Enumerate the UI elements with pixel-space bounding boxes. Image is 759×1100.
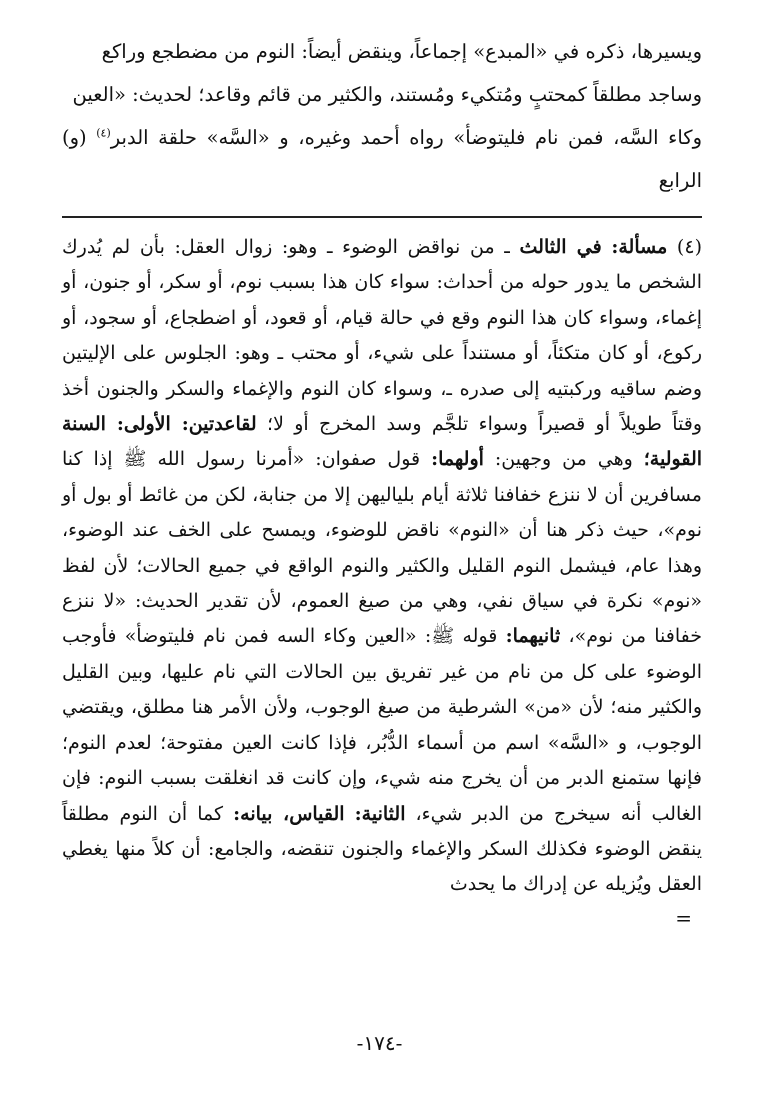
footnote-segment-5: كما أن النوم مطلقاً ينقض الوضوء فكذلك السكر والإغماء والجنون تنقضه، والجامع: أن كلاً منها يغطي العقل ويُزيله عن إدراك ما يحدث [62, 802, 702, 896]
continuation-mark: = [675, 905, 692, 930]
footnote-label-second: ثانيهما: [505, 625, 561, 648]
footnote-segment-4: قوله ﷺ: «العين وكاء السه فمن نام فليتوضأ» فأوجب الوضوء على كل من نام من غير تفريق بين الحالات التي نام عليها، وبين القليل والكثير منه؛ لأن «من» الشرطية من صيغ الوجوب، ولأن الأمر هنا مطلق، ويقتضي الوجوب، و «السَّه» اسم من أسماء الدُّبُر، فإذا كانت العين مفتوحة؛ لعدم النوم؛ فإنها ستمنع الدبر من أن يخرج منه شيء، وإن كانت قد انغلقت بسبب النوم: فإن الغالب أنه سيخرج من الدبر شيء، [62, 625, 702, 825]
footnote-segment-3: قول صفوان: «أمرنا رسول الله ﷺ إذا كنا مسافرين أن لا ننزع خفافنا ثلاثة أيام بلياليهن إلا من جنابة، لكن من غائط أو بول أو نوم»، حيث ذكر هنا أن «النوم» ناقض للوضوء، ويمسح على الخف عند الوضوء، وهذا عام، فيشمل النوم القليل والكثير والنوم الواقع في جميع الحالات؛ لأن لفظ «نوم» نكرة في سياق نفي، وهي من صيغ العموم، لأن تقدير الحديث: «لا ننزع خفافنا من نوم»، [62, 448, 702, 648]
page-number: -١٧٤- [356, 1031, 403, 1055]
main-text-line [62, 73, 702, 116]
main-text-line [62, 116, 702, 202]
footnote-segment-1: ـ من نواقض الوضوء ـ وهو: زوال العقل: بأن لم يُدرك الشخص ما يدور حوله من أحداث: سواء كان هذا بسبب نوم، أو سكر، أو جنون، أو إغماء، وسواء كان هذا النوم وقع في حالة قيام، أو قعود، أو اضطجاع، أو سجود، أو ركوع، أو كان متكئاً، أو مستنداً على شيء، أو محتب ـ وهو: الجلوس على الإليتين وضم ساقيه وركبتيه إلى صدره ـ، وسواء كان النوم والإغماء والسكر والجنون أخذ وقتاً طويلاً أو قصيراً وسواء تلجَّم وسد المخرج أو لا؛ [62, 236, 702, 436]
footnote-label-first: أولهما: [431, 448, 484, 471]
main-text-line-3: وكاء السَّه، فمن نام فليتوضأ» رواه أحمد وغيره، و «السَّه» حلقة الدبر [110, 126, 702, 149]
footnote [62, 230, 702, 931]
main-text-line-2: وساجد مطلقاً كمحتبٍ ومُتكيء ومُستند، والكثير من قائم وقاعد؛ لحديث: «العين [72, 83, 702, 106]
footnote-label-third: في الثالث [519, 236, 602, 258]
footnote-divider [62, 216, 702, 218]
main-text-line [62, 30, 702, 73]
main-text-line-1: ويسيرها، ذكره في «المبدع» إجماعاً، وينقض أيضاً: النوم من مضطجع وراكع [101, 40, 702, 63]
footnote-label-masala: مسألة: [611, 236, 668, 258]
footnote-label-two-rules: لقاعدتين: الأولى: السنة القولية؛ [62, 413, 703, 471]
footnote-label-second-rule: الثانية: [354, 802, 406, 825]
footnote-segment-2: وهي من وجهين: [483, 448, 644, 471]
main-text [62, 30, 702, 202]
footnote-number: (٤) [676, 236, 702, 258]
page-body [62, 30, 702, 931]
footnote-paragraph [62, 230, 702, 903]
footnote-label-qiyas: القياس، بيانه: [233, 802, 345, 825]
footnote-reference[interactable]: (٤) [96, 126, 111, 140]
main-text-line-3-end: (و) الرابع [62, 126, 702, 192]
